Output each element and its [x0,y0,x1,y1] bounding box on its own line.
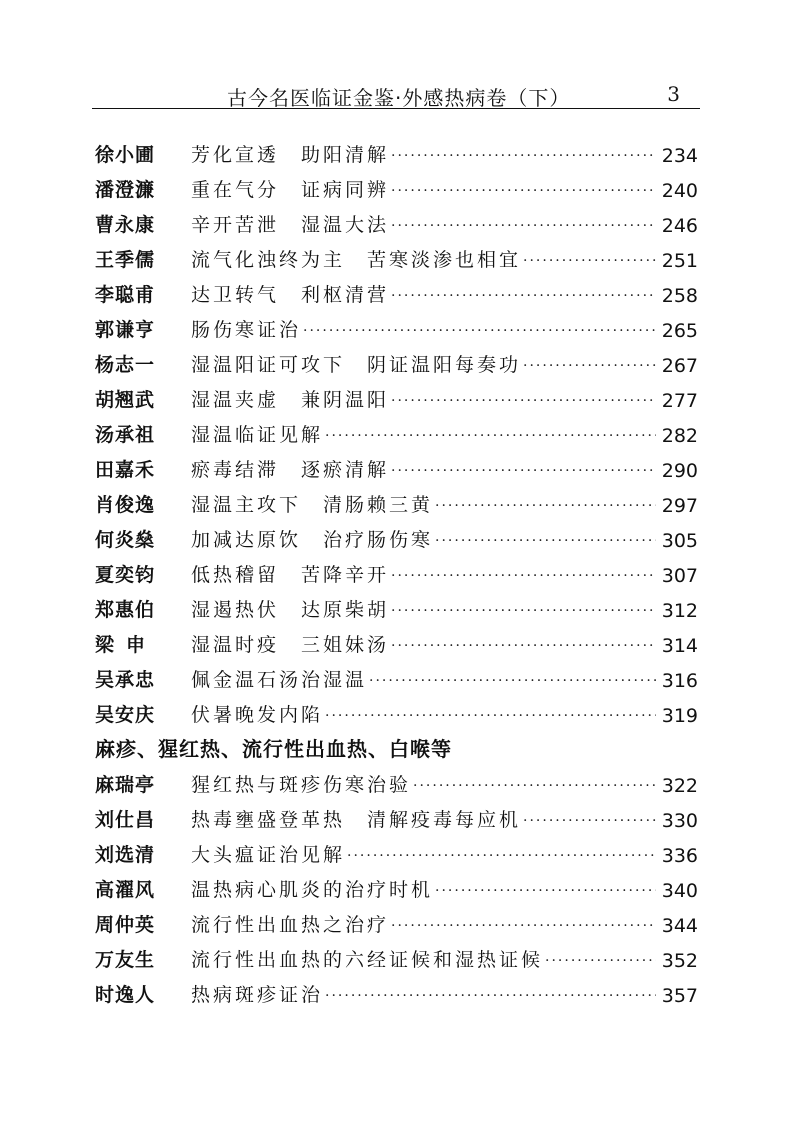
section-heading: 麻疹、猩红热、流行性出血热、白喉等 [95,737,452,761]
entry-title: 瘀毒结滞 逐瘀清解 [191,459,390,481]
entry-page: 290 [661,460,698,482]
dot-leader [369,673,656,689]
entry-author: 高濯风 [95,879,156,901]
entry-title: 热病斑疹证治 [191,984,324,1006]
running-header [92,74,700,109]
entry-title: 佩金温石汤治湿温 [191,669,368,691]
dot-leader [435,533,656,549]
toc-entry[interactable] [95,937,698,972]
entry-author: 刘仕昌 [95,809,156,831]
entry-page: 234 [661,145,698,167]
dot-leader [413,778,656,794]
dot-leader [435,498,656,514]
entry-page: 322 [661,775,698,797]
dot-leader [303,323,656,339]
entry-author: 郑惠伯 [95,599,156,621]
dot-leader [391,638,656,654]
entry-title: 辛开苦泄 湿温大法 [191,214,390,236]
entry-author: 周仲英 [95,914,156,936]
entry-author: 何炎燊 [95,529,156,551]
entry-author: 时逸人 [95,984,156,1006]
entry-author: 胡翘武 [95,389,156,411]
dot-leader [325,988,656,1004]
toc-entry[interactable] [95,167,698,202]
entry-title: 肠伤寒证治 [191,319,302,341]
entry-title: 重在气分 证病同辨 [191,179,390,201]
entry-title: 大头瘟证治见解 [191,844,346,866]
toc-entry[interactable] [95,237,698,272]
entry-author: 肖俊逸 [95,494,156,516]
entry-author: 曹永康 [95,214,156,236]
entry-title: 湿温阳证可攻下 阴证温阳每奏功 [191,354,522,376]
entry-page: 319 [661,705,698,727]
entry-author: 徐小圃 [95,144,156,166]
entry-title: 低热稽留 苦降辛开 [191,564,390,586]
toc-entry[interactable] [95,832,698,867]
entry-title: 温热病心肌炎的治疗时机 [191,879,434,901]
entry-page: 240 [661,180,698,202]
entry-title: 热毒壅盛登革热 清解疫毒每应机 [191,809,522,831]
entry-title: 流气化浊终为主 苦寒淡渗也相宜 [191,249,522,271]
entry-page: 307 [661,565,698,587]
toc-group-2 [95,762,698,1007]
entry-page: 277 [661,390,698,412]
entry-page: 336 [661,845,698,867]
entry-title: 湿温临证见解 [191,424,324,446]
entry-author: 梁申 [95,634,158,656]
entry-author: 吴安庆 [95,704,156,726]
toc-entry[interactable] [95,692,698,727]
toc-entry[interactable] [95,587,698,622]
toc-entry[interactable] [95,622,698,657]
dot-leader [325,428,656,444]
entry-title: 湿温夹虚 兼阴温阳 [191,389,390,411]
dot-leader [523,358,656,374]
toc-entry[interactable] [95,132,698,167]
dot-leader [325,708,656,724]
entry-page: 344 [661,915,698,937]
entry-title: 猩红热与斑疹伤寒治验 [191,774,412,796]
book-title: 古今名医临证金鉴·外感热病卷（下） [227,86,571,110]
toc-entry[interactable] [95,342,698,377]
dot-leader [391,568,656,584]
toc-entry[interactable] [95,797,698,832]
toc-entry[interactable] [95,762,698,797]
toc-entry[interactable] [95,867,698,902]
entry-page: 246 [661,215,698,237]
toc-entry[interactable] [95,272,698,307]
toc-entry[interactable] [95,517,698,552]
entry-author: 田嘉禾 [95,459,156,481]
entry-author: 夏奕钧 [95,564,156,586]
dot-leader [391,148,656,164]
dot-leader [391,463,656,479]
dot-leader [545,953,656,969]
entry-page: 316 [661,670,698,692]
toc-entry[interactable] [95,902,698,937]
entry-author: 刘选清 [95,844,156,866]
toc-entry[interactable] [95,482,698,517]
toc-entry[interactable] [95,377,698,412]
entry-page: 267 [661,355,698,377]
toc-entry[interactable] [95,657,698,692]
table-of-contents [95,132,698,1007]
entry-title: 伏暑晚发内陷 [191,704,324,726]
entry-author: 郭谦亨 [95,319,156,341]
toc-entry[interactable] [95,447,698,482]
toc-group-1 [95,132,698,727]
entry-author: 潘澄濂 [95,179,156,201]
dot-leader [391,183,656,199]
entry-title: 芳化宣透 助阳清解 [191,144,390,166]
entry-page: 330 [661,810,698,832]
toc-entry[interactable] [95,307,698,342]
entry-author: 万友生 [95,949,156,971]
entry-title: 湿温时疫 三姐妹汤 [191,634,390,656]
toc-entry[interactable] [95,412,698,447]
entry-page: 251 [661,250,698,272]
dot-leader [391,918,656,934]
dot-leader [391,288,656,304]
entry-page: 314 [661,635,698,657]
toc-entry[interactable] [95,552,698,587]
entry-title: 湿温主攻下 清肠赖三黄 [191,494,434,516]
entry-author: 杨志一 [95,354,156,376]
entry-page: 297 [661,495,698,517]
dot-leader [523,813,656,829]
entry-author: 汤承祖 [95,424,156,446]
entry-title: 加减达原饮 治疗肠伤寒 [191,529,434,551]
toc-entry[interactable] [95,202,698,237]
entry-page: 305 [661,530,698,552]
entry-page: 265 [661,320,698,342]
dot-leader [347,848,656,864]
dot-leader [435,883,656,899]
dot-leader [523,253,656,269]
entry-title: 流行性出血热的六经证候和湿热证候 [191,949,544,971]
entry-page: 312 [661,600,698,622]
dot-leader [391,603,656,619]
page-number: 3 [667,82,680,106]
dot-leader [391,218,656,234]
toc-entry[interactable] [95,972,698,1007]
entry-author: 李聪甫 [95,284,156,306]
entry-author: 麻瑞亭 [95,774,156,796]
entry-author: 吴承忠 [95,669,156,691]
entry-title: 流行性出血热之治疗 [191,914,390,936]
dot-leader [391,393,656,409]
entry-page: 340 [661,880,698,902]
entry-page: 352 [661,950,698,972]
entry-page: 282 [661,425,698,447]
entry-title: 达卫转气 利枢清营 [191,284,390,306]
entry-page: 357 [661,985,698,1007]
entry-author: 王季儒 [95,249,156,271]
entry-title: 湿遏热伏 达原柴胡 [191,599,390,621]
entry-page: 258 [661,285,698,307]
